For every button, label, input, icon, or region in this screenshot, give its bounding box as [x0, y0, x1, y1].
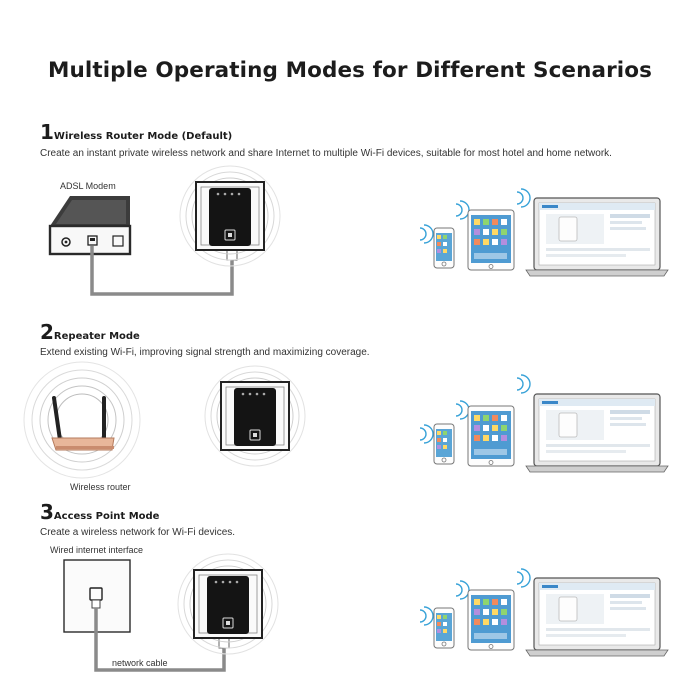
mode-3-description: Create a wireless network for Wi-Fi devices. [40, 527, 236, 538]
page-title: Multiple Operating Modes for Different Scenarios [47, 58, 653, 83]
mode-1-description: Create an instant private wireless network and share Internet to multiple Wi-Fi devices, suitable for most hotel and home network. [40, 148, 612, 159]
mode-2-name: Repeater Mode [53, 331, 140, 342]
mode-1-number: 1 [40, 120, 54, 144]
adsl-modem-icon [50, 196, 130, 254]
wifi-repeater-icon [180, 166, 280, 266]
client-devices-mode-2 [434, 394, 668, 472]
mode-3-name: Access Point Mode [53, 511, 160, 522]
mode-2-number: 2 [40, 320, 54, 344]
wireless-router-label: Wireless router [70, 482, 131, 492]
wired-interface-label: Wired internet interface [50, 545, 144, 555]
mode-2-description: Extend existing Wi-Fi, improving signal strength and maximizing coverage. [40, 347, 370, 358]
wifi-signal-icon [420, 225, 433, 243]
mode-3-number: 3 [40, 500, 54, 524]
mode-1-name: Wireless Router Mode (Default) [53, 131, 233, 142]
network-cable-label: network cable [112, 658, 168, 668]
adsl-modem-label: ADSL Modem [60, 181, 116, 191]
wireless-router-icon [24, 362, 140, 478]
